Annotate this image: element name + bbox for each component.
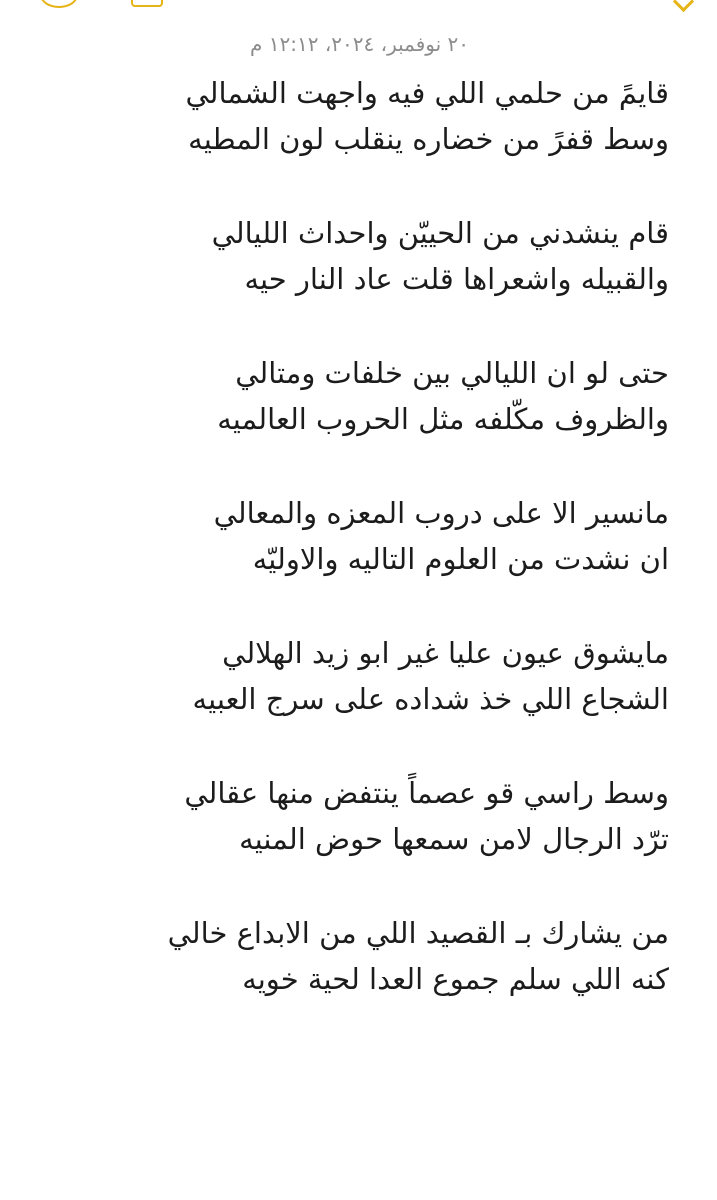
verse-line: الشجاع اللي خذ شداده على سرج العبيه [192,682,669,716]
verse-line: وسط قفرً من خضاره ينقلب لون المطيه [188,122,669,156]
back-chevron-icon[interactable] [673,0,694,12]
verse-line: حتى لو ان الليالي بين خلفات ومتالي [235,356,669,390]
verse-line: والقبيله واشعراها قلت عاد النار حيه [244,262,669,296]
stanza-3 [29,350,669,490]
note-timestamp: ٢٠ نوفمبر، ٢٠٢٤، ١٢:١٢ م [250,32,469,56]
verse-line: كنه اللي سلم جموع العدا لحية خويه [242,962,669,996]
stanza-1 [29,70,669,210]
verse-line: مانسير الا على دروب المعزه والمعالي [213,496,669,530]
note-toolbar [0,0,717,14]
stanza-7 [29,910,669,1050]
circle-icon[interactable] [40,0,78,8]
verse-line: قام ينشدني من الحييّن واحداث الليالي [211,216,669,250]
stanza-5 [29,630,669,770]
verse-line: قايمً من حلمي اللي فيه واجهت الشمالي [185,76,669,110]
note-body[interactable] [29,70,669,1050]
verse-line: مايشوق عيون عليا غير ابو زيد الهلالي [222,636,669,670]
verse-line: ان نشدت من العلوم التاليه والاوليّه [252,542,669,576]
verse-line: ترّد الرجال لامن سمعها حوض المنيه [239,822,669,856]
stanza-2 [29,210,669,350]
stanza-6 [29,770,669,910]
verse-line: من يشارك بـ القصيد اللي من الابداع خالي [167,916,669,950]
stanza-4 [29,490,669,630]
square-icon[interactable] [131,0,163,7]
verse-line: والظروف مكّلفه مثل الحروب العالميه [217,402,669,436]
verse-line: وسط راسي قو عصماً ينتفض منها عقالي [184,776,669,810]
